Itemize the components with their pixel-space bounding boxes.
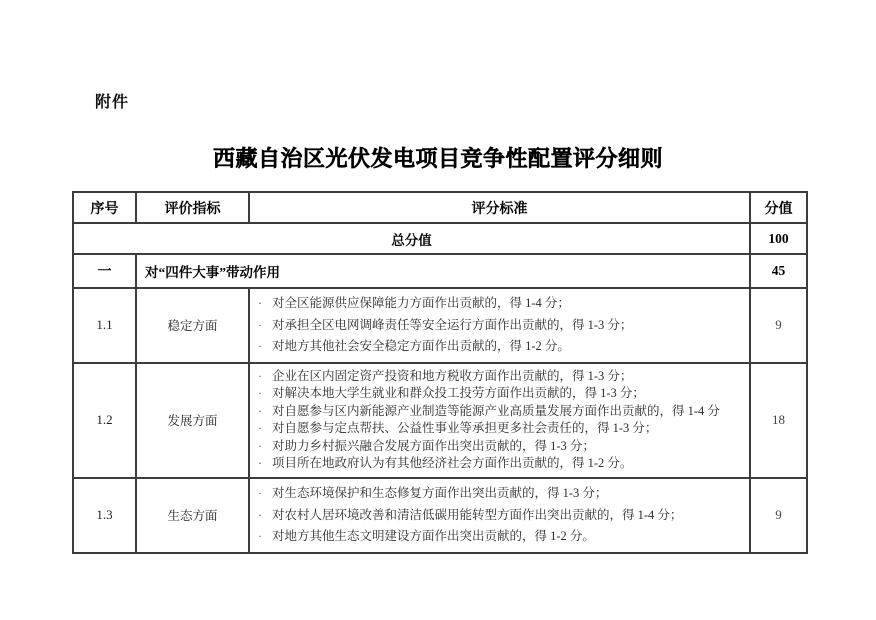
criteria-item xyxy=(258,483,743,505)
criteria-item xyxy=(258,438,743,456)
attachment-label: 附件 xyxy=(95,94,130,111)
row-indicator: 生态方面 xyxy=(136,478,249,553)
header-indicator: 评价指标 xyxy=(136,192,249,223)
criteria-text: 对地方其他社会安全稳定方面作出贡献的，得 1-2 分。 xyxy=(272,339,570,353)
row-index: 1.1 xyxy=(73,288,136,363)
section-row xyxy=(73,254,807,288)
bullet-icon: · xyxy=(258,317,262,332)
criteria-list xyxy=(258,483,743,548)
total-score-value: 100 xyxy=(750,223,807,254)
criteria-item xyxy=(258,385,743,403)
bullet-icon: · xyxy=(258,529,262,544)
header-criteria: 评分标准 xyxy=(249,192,750,223)
bullet-icon: · xyxy=(258,486,262,501)
criteria-text: 项目所在地政府认为有其他经济社会方面作出贡献的，得 1-2 分。 xyxy=(272,456,633,471)
section-score-value: 45 xyxy=(750,254,807,288)
criteria-list xyxy=(258,293,743,358)
criteria-item xyxy=(258,368,743,386)
bullet-icon: · xyxy=(258,339,262,353)
bullet-icon: · xyxy=(258,507,262,522)
table-row xyxy=(73,478,807,553)
criteria-item xyxy=(258,455,743,473)
bullet-icon: · xyxy=(258,456,262,471)
row-indicator: 发展方面 xyxy=(136,363,249,479)
criteria-text: 对农村人居环境改善和清洁低碳用能转型方面作出突出贡献的，得 1-4 分； xyxy=(272,507,683,522)
criteria-item xyxy=(258,505,743,527)
criteria-item xyxy=(258,420,743,438)
criteria-list xyxy=(258,368,743,474)
row-criteria xyxy=(249,363,750,479)
criteria-text: 对自愿参与区内新能源产业制造等能源产业高质量发展方面作出贡献的，得 1-4 分 xyxy=(272,403,720,418)
document-title: 西藏自治区光伏发电项目竞争性配置评分细则 xyxy=(212,146,663,171)
row-index: 1.3 xyxy=(73,478,136,553)
bullet-icon: · xyxy=(258,438,262,453)
row-criteria xyxy=(249,478,750,553)
criteria-item xyxy=(258,293,743,315)
bullet-icon: · xyxy=(258,386,262,401)
row-index: 1.2 xyxy=(73,363,136,479)
table-header-row xyxy=(73,192,807,223)
bullet-icon: · xyxy=(258,403,262,418)
section-label: 对“四件大事”带动作用 xyxy=(136,254,750,288)
row-criteria xyxy=(249,288,750,363)
row-indicator: 稳定方面 xyxy=(136,288,249,363)
criteria-text: 对承担全区电网调峰责任等安全运行方面作出贡献的，得 1-3 分； xyxy=(272,317,633,332)
row-score: 9 xyxy=(750,288,807,363)
header-index: 序号 xyxy=(73,192,136,223)
scoring-table xyxy=(72,191,808,554)
criteria-item xyxy=(258,526,743,548)
criteria-text: 对助力乡村振兴融合发展方面作出突出贡献的，得 1-3 分； xyxy=(272,438,595,453)
criteria-text: 企业在区内固定资产投资和地方税收方面作出贡献的，得 1-3 分； xyxy=(272,368,633,383)
criteria-item xyxy=(258,403,743,421)
criteria-text: 对生态环境保护和生态修复方面作出突出贡献的，得 1-3 分； xyxy=(272,486,608,501)
total-score-label: 总分值 xyxy=(73,223,750,254)
criteria-text: 对自愿参与定点帮扶、公益性事业等承担更多社会责任的，得 1-3 分； xyxy=(272,421,658,436)
row-score: 18 xyxy=(750,363,807,479)
bullet-icon: · xyxy=(258,296,262,310)
bullet-icon: · xyxy=(258,368,262,383)
row-score: 9 xyxy=(750,478,807,553)
bullet-icon: · xyxy=(258,421,262,436)
header-score: 分值 xyxy=(750,192,807,223)
table-row xyxy=(73,288,807,363)
section-index: 一 xyxy=(73,254,136,288)
criteria-item xyxy=(258,315,743,337)
total-score-row xyxy=(73,223,807,254)
criteria-text: 对全区能源供应保障能力方面作出贡献的，得 1-4 分； xyxy=(272,296,570,310)
criteria-text: 对解决本地大学生就业和群众投工投劳方面作出贡献的，得 1-3 分； xyxy=(272,386,645,401)
table-row xyxy=(73,363,807,479)
criteria-text: 对地方其他生态文明建设方面作出突出贡献的，得 1-2 分。 xyxy=(272,529,595,544)
criteria-item xyxy=(258,336,743,358)
